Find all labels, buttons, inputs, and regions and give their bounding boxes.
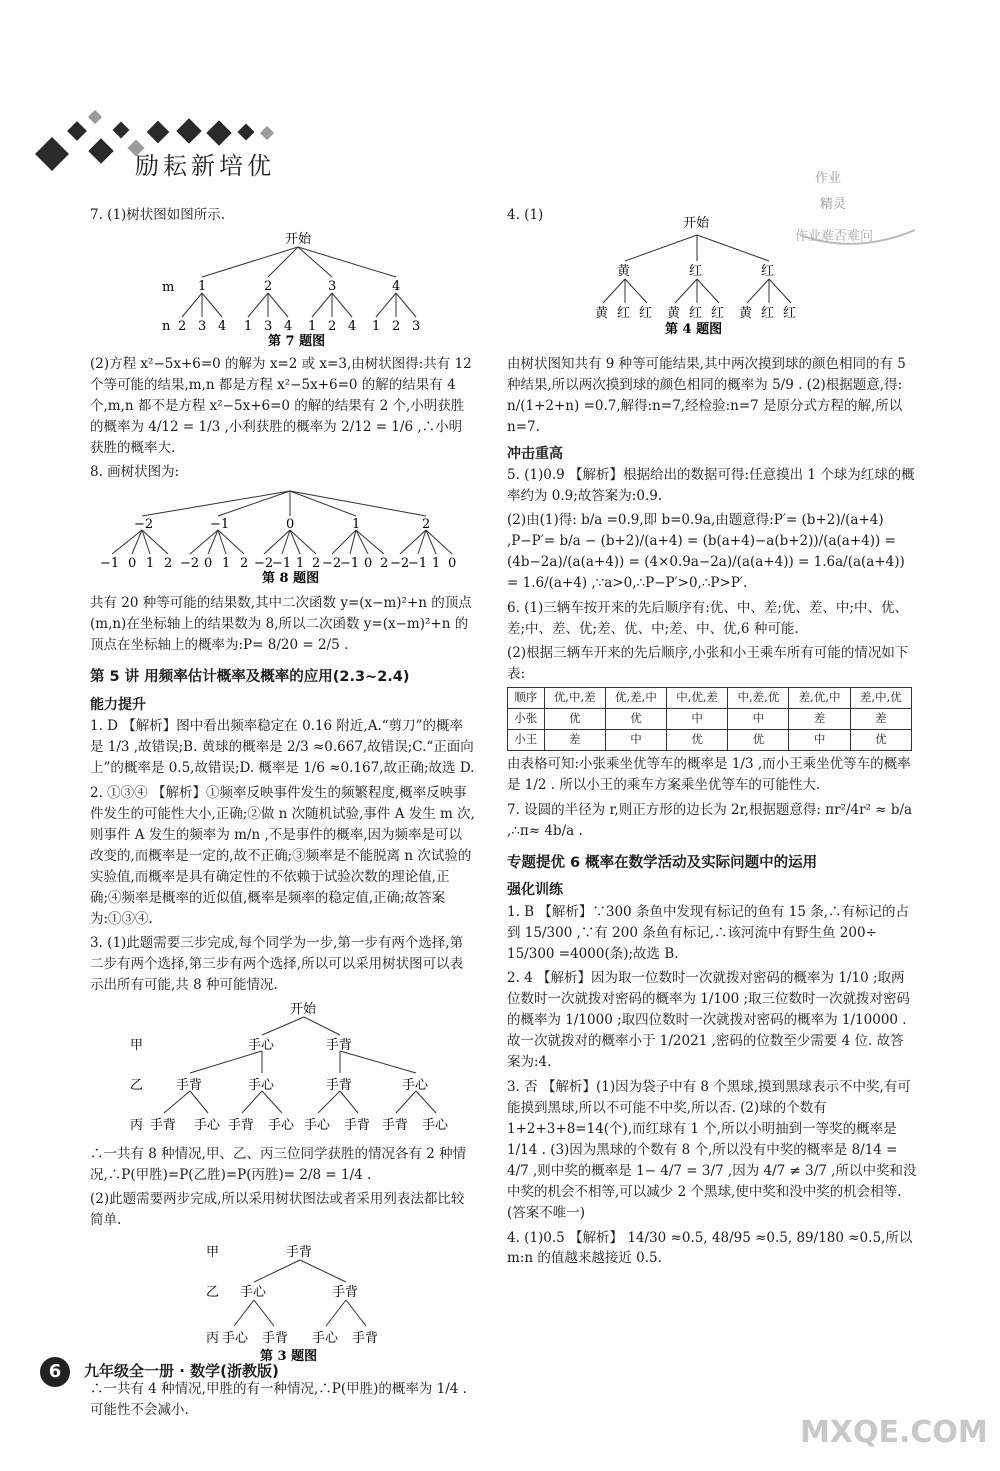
table-cell: 中 <box>605 730 666 751</box>
tree8-l2: −2 <box>322 556 342 572</box>
tree4-l1: 红 <box>761 263 775 279</box>
tree3a-l3: 手心 <box>194 1118 221 1134</box>
tree7-caption: 第 7 题图 <box>268 333 326 349</box>
q8-part2: 共有 20 种等可能的结果数,其中二次函数 y=(x−m)²+n 的顶点(m,n)在坐标轴上的结果数为 8,所以二次函数 y=(x−m)²+n 的顶点在坐标轴上的概率为:P= 8/20 = 2/5 . <box>90 595 472 654</box>
tree3a-l3: 手心 <box>304 1118 331 1134</box>
tree8-l2: −1 <box>340 556 360 572</box>
tree7-l2-0-0: 2 <box>178 318 187 334</box>
tree4-l2: 红 <box>689 305 703 321</box>
table-cell: 差 <box>789 709 850 730</box>
stamp-line3: 作业难否难问 <box>795 229 874 244</box>
table-header-cell: 差,中,优 <box>850 688 911 709</box>
tree8-l2: −1 <box>408 556 428 572</box>
tree4-caption: 第 4 题图 <box>665 321 723 337</box>
table-row <box>508 730 912 751</box>
tree4-l2: 红 <box>783 305 797 321</box>
table-cell: 小张 <box>508 709 545 730</box>
tree7-l2-3-1: 2 <box>392 318 401 334</box>
tree3b-l3: 手背 <box>352 1330 379 1346</box>
tree3b-l3: 手心 <box>222 1330 249 1346</box>
brand-title: 励耘新培优 <box>135 152 275 180</box>
section-challenge: 冲击重高 <box>507 445 563 462</box>
tree3a-l1: 手背 <box>326 1038 353 1054</box>
answer-3-part3: (2)此题需要两步完成,所以采用树状图法或者采用列表法都比较简单. <box>90 1190 465 1228</box>
tree3b-l1: 手背 <box>286 1244 313 1260</box>
tree7-l2-0-2: 4 <box>218 318 227 334</box>
table-header-cell: 中,优,差 <box>667 688 728 709</box>
tree8-l1-0: −2 <box>134 517 154 533</box>
table-header-cell: 优,中,差 <box>544 688 605 709</box>
tree8-caption: 第 8 题图 <box>262 571 320 587</box>
tree3b-label-bing: 丙 <box>206 1330 220 1346</box>
table-cell: 差 <box>850 709 911 730</box>
tree3b-l3: 手背 <box>262 1330 289 1346</box>
page-number: 6 <box>40 1357 70 1387</box>
tree7-l2-3-2: 3 <box>412 318 421 334</box>
tree4-root: 开始 <box>683 215 710 231</box>
q5-part2: (2)由(1)得: b/a =0.9,即 b=0.9a,由题意得:P′= (b+2)/(a+4) ,P−P′= b/a − (b+2)/(a+4) = (b(a+4)−a(b+2))/(a(a+4)) = (4b−2a)/(a(a+4)) = (4×0.9a−2a)/(a(a+4)) = 1.6a/(a(a+4)) = 1.6/(a+4) ,∵a>0,∴P−P′>0,∴P>P′. <box>507 512 905 591</box>
tree7-l2-1-2: 4 <box>284 318 293 334</box>
q8-part1: 8. 画树状图为: <box>90 464 180 481</box>
table-header-cell: 差,优,中 <box>789 688 850 709</box>
answer-2: 2. ①③④ 【解析】①频率反映事件发生的频繁程度,概率反映事件发生的可能性大小,正确;②做 n 次随机试验,事件 A 发生 m 次,则事件 A 发生的频率为 m/n ,不是事件的概率,因为频率是可以改变的,而概率是一定的,故不正确;③频率是不能脱离 n 次试验的实验值,而概率是具有确定性的不依赖于试验次数的理论值,正确;④频率是概率的近似值,概率是频率的稳定值,正确;故答案为:①③④. <box>90 784 475 927</box>
tree-diagram-7 <box>90 229 475 347</box>
q7-part1: 7. (1)树状图如图所示. <box>90 207 226 223</box>
ride-table <box>507 687 912 750</box>
lesson-5-title: 第 5 讲 用频率估计概率及概率的应用(2.3~2.4) <box>90 669 410 686</box>
tree7-l1-1: 2 <box>264 278 273 294</box>
tree7-l2-2-1: 2 <box>328 318 337 334</box>
tree8-l2: 0 <box>128 556 137 572</box>
tree7-label-n: n <box>162 318 171 334</box>
tree3a-label-jia: 甲 <box>130 1038 144 1054</box>
tree3b-l2: 手心 <box>240 1284 267 1300</box>
tree8-l2: 2 <box>164 556 173 572</box>
tree7-label-m: m <box>162 279 175 295</box>
table-cell: 优 <box>850 730 911 751</box>
tree8-l2: 0 <box>364 556 373 572</box>
tree3a-l1: 手心 <box>248 1038 275 1054</box>
tree3a-label-yi: 乙 <box>130 1078 144 1094</box>
tree8-l2: −2 <box>180 556 200 572</box>
tree8-l2: 2 <box>240 556 249 572</box>
tree3-caption: 第 3 题图 <box>260 1348 318 1364</box>
tree8-l2: −2 <box>390 556 410 572</box>
tree4-l2: 红 <box>639 305 653 321</box>
tree3a-root: 开始 <box>290 1002 317 1018</box>
tree3a-l3: 手背 <box>150 1118 177 1134</box>
tree7-l2-3-0: 1 <box>372 318 381 334</box>
tree4-l2: 黄 <box>667 305 681 321</box>
table-cell: 优 <box>605 709 666 730</box>
tree8-l2: 2 <box>312 556 321 572</box>
left-column <box>90 205 475 1424</box>
r-answer-4: 4. (1)0.5 【解析】 14/30 ≈0.5, 48/95 ≈0.5, 89/180 ≈0.5,所以 m:n 的值越来越接近 0.5. <box>507 1229 913 1267</box>
section-strengthen: 强化训练 <box>507 882 563 899</box>
tree3b-label-yi: 乙 <box>206 1284 220 1300</box>
table-cell: 中 <box>789 730 850 751</box>
r-answer-3: 3. 否 【解析】(1)因为袋子中有 8 个黑球,摸到黑球表示不中奖,有可能摸到黑球,所以不可能不中奖,所以否. (2)球的个数有 1+2+3+8=14(个),而红球有 1 个,所以小明抽到一等奖的概率是 1/14 . (3)因为黑球的个数有 8 个,所以没有中奖的概率是 8/14 = 4/7 ,则中奖的概率是 1− 4/7 = 3/7 ,因为 4/7 ≠ 3/7 ,所以中奖和没中奖的机会不相等,可以减少 2 个黑球,使中奖和没中奖的机会相等. (答案不唯一) <box>507 1079 917 1221</box>
tree7-l2-0-1: 3 <box>198 318 207 334</box>
tree4-l1: 黄 <box>617 263 631 279</box>
table-cell: 差 <box>544 730 605 751</box>
tree-diagram-3a <box>90 999 475 1137</box>
tree8-l1-3: 1 <box>352 517 361 533</box>
tree3a-l3: 手心 <box>268 1118 295 1134</box>
q4-part1: 4. (1) <box>507 207 544 223</box>
section-ability: 能力提升 <box>90 696 146 713</box>
tree8-l2: 1 <box>296 556 305 572</box>
tree7-root: 开始 <box>285 231 312 247</box>
tree8-l2: 2 <box>380 556 389 572</box>
tree8-l1-2: 0 <box>286 517 295 533</box>
answer-3-part2: ∴一共有 8 种情况,甲、乙、丙三位同学获胜的情况各有 2 种情况,∴P(甲胜)=P(乙胜)=P(丙胜)= 2/8 = 1/4 . <box>90 1146 467 1184</box>
table-cell: 优 <box>728 730 789 751</box>
r-answer-2: 2. 4 【解析】因为取一位数时一次就拨对密码的概率为 1/10 ;取两位数时一次就拨对密码的概率为 1/100 ;取三位数时一次就拨对密码的概率为 1/1000 ;取四位数时一次就拨对密码的概率为 1/10000 . 故一次就拨对的概率小于 1/2021 ,密码的位数至少需要 4 位. 故答案为:4. <box>507 970 911 1071</box>
tree3a-l3: 手心 <box>422 1118 449 1134</box>
tree4-l2: 黄 <box>595 305 609 321</box>
tree8-l1-1: −1 <box>210 517 230 533</box>
q5-part1: 5. (1)0.9 【解析】根据给出的数据可得:任意摸出 1 个球为红球的概率约为 0.9;故答案为:0.9. <box>507 467 915 505</box>
tree3a-label-bing: 丙 <box>130 1118 144 1134</box>
table-header-cell: 中,差,优 <box>728 688 789 709</box>
tree3a-l3: 手背 <box>344 1118 371 1134</box>
q7-right: 7. 设圆的半径为 r,则正方形的边长为 2r,根据题意得: πr²/4r² ≈ b/a ,∴π≈ 4b/a . <box>507 801 913 839</box>
tree8-l2: 0 <box>204 556 213 572</box>
tree4-l1: 红 <box>689 263 703 279</box>
tree3b-l3: 手心 <box>312 1330 339 1346</box>
table-cell: 优 <box>544 709 605 730</box>
table-header-cell: 优,差,中 <box>605 688 666 709</box>
table-header-row <box>508 688 912 709</box>
answer-3-part4: ∴一共有 4 种情况,甲胜的有一种情况,∴P(甲胜)的概率为 1/4 . 可能性不会减小. <box>90 1380 467 1418</box>
tree8-l2: 0 <box>448 556 457 572</box>
table-row <box>508 709 912 730</box>
tree8-l2: −1 <box>272 556 292 572</box>
tree7-l2-2-0: 1 <box>308 318 317 334</box>
table-cell: 中 <box>728 709 789 730</box>
tree-diagram-8 <box>90 486 475 586</box>
tree3a-l2: 手心 <box>248 1078 275 1094</box>
q6-part3: 由表格可知:小张乘坐优等车的概率是 1/3 ,而小王乘坐优等车的概率是 1/2 . 所以小王的乘车方案乘坐优等车的可能性大. <box>507 755 911 793</box>
topic-6-title: 专题提优 6 概率在数学活动及实际问题中的运用 <box>507 854 818 871</box>
tree7-l1-0: 1 <box>198 278 207 294</box>
q6-part1: 6. (1)三辆车按开来的先后顺序有:优、中、差;优、差、中;中、优、差;中、差、优;差、优、中;差、中、优,6 种可能. <box>507 599 908 637</box>
tree4-l2: 红 <box>761 305 775 321</box>
tree3a-l3: 手背 <box>228 1118 255 1134</box>
tree3b-label-jia: 甲 <box>206 1244 220 1260</box>
tree7-l2-1-0: 1 <box>244 318 253 334</box>
book-title: 九年级全一册 · 数学(浙教版) <box>84 1362 279 1380</box>
tree8-l2: 1 <box>432 556 441 572</box>
watermark: MXQE.COM <box>800 1415 988 1450</box>
tree7-l2-1-1: 3 <box>264 318 273 334</box>
table-header-cell: 顺序 <box>508 688 545 709</box>
tree3b-l2: 手背 <box>332 1284 359 1300</box>
tree8-l2: −1 <box>100 556 120 572</box>
answer-3-part1: 3. (1)此题需要三步完成,每个同学为一步,第一步有两个选择,第二步有两个选择,第三步有两个选择,所以可以采用树状图可以表示出所有可能,共 8 种可能情况. <box>90 935 464 994</box>
tree3a-l3: 手背 <box>382 1118 409 1134</box>
q6-part2: (2)根据三辆车开来的先后顺序,小张和小王乘车所有可能的情况如下表: <box>507 644 909 682</box>
tree4-l2: 红 <box>617 305 631 321</box>
tree4-l2: 黄 <box>739 305 753 321</box>
r-answer-1: 1. B 【解析】∵300 条鱼中发现有标记的鱼有 15 条,∴有标记的占到 15/300 ,∵有 200 条鱼有标记,∴该河流中有野生鱼 200÷ 15/300 =4000(条);故选 B. <box>507 903 909 962</box>
right-column <box>507 205 917 1272</box>
q4-part2: 由树状图知共有 9 种等可能结果,其中两次摸到球的颜色相同的有 5 种结果,所以两次摸到球的颜色相同的概率为 5/9 . (2)根据题意,得: n/(1+2+n) =0.7,解得:n=7,经检验:n=7 是原分式方程的解,所以 n=7. <box>507 355 906 435</box>
answer-1: 1. D 【解析】图中看出频率稳定在 0.16 附近,A.“剪刀”的概率是 1/3 ,故错误;B. 黄球的概率是 2/3 ≈0.667,故错误;C.“正面向上”的概率是 0.5,故错误;D. 概率是 1/6 ≈0.167,故正确;故选 D. <box>90 718 475 777</box>
q7-part2: (2)方程 x²−5x+6=0 的解为 x=2 或 x=3,由树状图得:共有 12 个等可能的结果,m,n 都是方程 x²−5x+6=0 的解的结果有 4 个,m,n 都不是方程 x²−5x+6=0 的解的结果有 2 个,小明获胜的概率为 4/12 = 1/3 ,小利获胜的概率为 2/12 = 1/6 ,∴小明获胜的概率大. <box>90 355 472 456</box>
tree8-l1-4: 2 <box>422 517 431 533</box>
tree8-l2: 1 <box>146 556 155 572</box>
tree7-l2-2-2: 4 <box>348 318 357 334</box>
tree7-l1-2: 3 <box>328 278 337 294</box>
table-cell: 小王 <box>508 730 545 751</box>
tree-diagram-3b <box>90 1234 475 1372</box>
table-cell: 优 <box>667 730 728 751</box>
stamp-line1: 作业 <box>815 171 842 186</box>
tree8-l2: 1 <box>222 556 231 572</box>
tree7-l1-3: 4 <box>392 278 401 294</box>
stamp-line2: 精灵 <box>820 197 847 212</box>
table-cell: 中 <box>667 709 728 730</box>
tree8-l2: −2 <box>254 556 274 572</box>
tree3a-l2: 手背 <box>326 1078 353 1094</box>
tree3a-l2: 手心 <box>402 1078 429 1094</box>
tree3a-l2: 手背 <box>176 1078 203 1094</box>
tree4-l2: 红 <box>711 305 725 321</box>
